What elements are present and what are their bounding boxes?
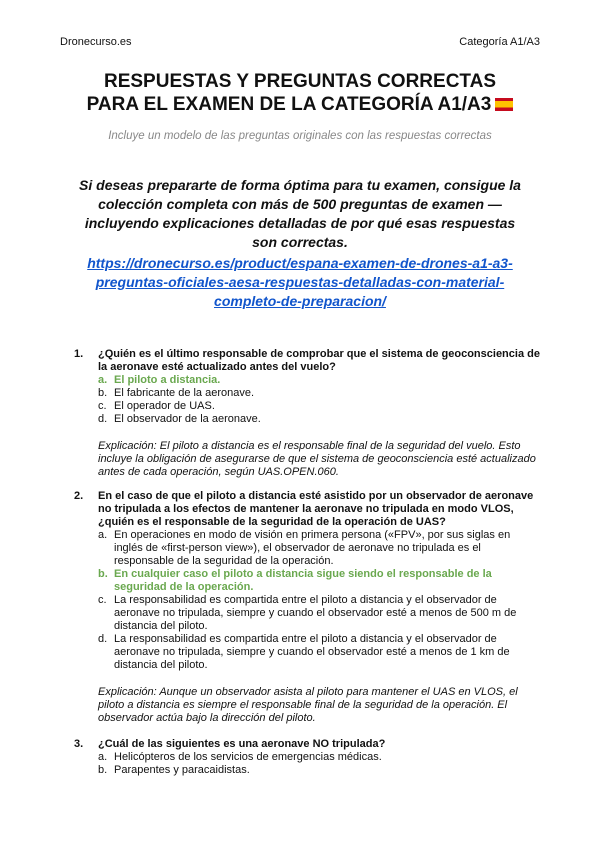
option-c: c. La responsabilidad es compartida entre el piloto a distancia y el observador de aeronave no tripulada, siempre y cuando el observador esté a menos de 500 m de distancia del piloto. [98, 594, 517, 632]
question-number: 2. [74, 490, 84, 502]
question-text: En el caso de que el piloto a distancia esté asistido por un observador de aeronave no tripulada a los efectos de mantener la aeronave no tripulada en modo VLOS, ¿quién es el responsable de la seguridad de la operación de UAS? [98, 490, 534, 528]
site-name: Dronecurso.es [60, 36, 132, 48]
question-3 [60, 738, 540, 777]
subtitle: Incluye un modelo de las preguntas originales con las respuestas correctas [108, 130, 492, 142]
option-d: d. El observador de la aeronave. [98, 413, 261, 425]
spain-flag-icon [495, 98, 513, 111]
option-c: c. El operador de UAS. [98, 400, 215, 412]
category-label: Categoría A1/A3 [459, 36, 540, 48]
option-b-correct: b. En cualquier caso el piloto a distancia sigue siendo el responsable de la seguridad de la operación. [98, 568, 492, 593]
promo-text: Si deseas prepararte de forma óptima para tu examen, consigue la colección completa con más de 500 preguntas de examen — incluyendo explicaciones detalladas de por qué esas respuestas son correctas. [79, 177, 521, 250]
question-1 [60, 348, 540, 479]
document-title [0, 70, 600, 116]
option-a-correct: a. El piloto a distancia. [98, 374, 221, 386]
title-line-1: RESPUESTAS Y PREGUNTAS CORRECTAS [103, 71, 497, 92]
title-line-2: PARA EL EXAMEN DE LA CATEGORÍA A1/A3 [0, 93, 600, 116]
page-header [60, 36, 540, 48]
question-number: 1. [74, 348, 84, 360]
product-link[interactable]: https://dronecurso.es/product/espana-examen-de-drones-a1-a3-preguntas-oficiales-aesa-respuestas-detalladas-con-material-completo-de-preparacion/ [87, 255, 513, 309]
question-text: ¿Cuál de las siguientes es una aeronave NO tripulada? [98, 738, 386, 750]
explanation: Explicación: Aunque un observador asista al piloto para mantener el UAS en VLOS, el piloto a distancia es siempre el responsable final de la seguridad de la operación. El observador actúa bajo la dirección del piloto. [98, 686, 518, 724]
question-number: 3. [74, 738, 84, 750]
question-text: ¿Quién es el último responsable de comprobar que el sistema de geoconsciencia de la aeronave esté actualizado antes del vuelo? [98, 348, 540, 373]
option-b: b. El fabricante de la aeronave. [98, 387, 255, 399]
explanation: Explicación: El piloto a distancia es el responsable final de la seguridad del vuelo. Esto incluye la obligación de asegurarse de que el sistema de geoconsciencia esté actualizado antes de cada operación, según UAS.OPEN.060. [98, 440, 536, 478]
option-b: b. Parapentes y paracaidistas. [98, 764, 250, 776]
option-a: a. Helicópteros de los servicios de emergencias médicas. [98, 751, 382, 763]
option-d: d. La responsabilidad es compartida entre el piloto a distancia y el observador de aeronave no tripulada, siempre y cuando el observador esté a menos de 1 km de distancia del piloto. [98, 633, 510, 671]
option-a: a. En operaciones en modo de visión en primera persona («FPV», por sus siglas en inglés de «first-person view»), el observador de aeronave no tripulada es el responsable de la seguridad de la operación. [98, 529, 511, 567]
question-2 [60, 490, 540, 725]
